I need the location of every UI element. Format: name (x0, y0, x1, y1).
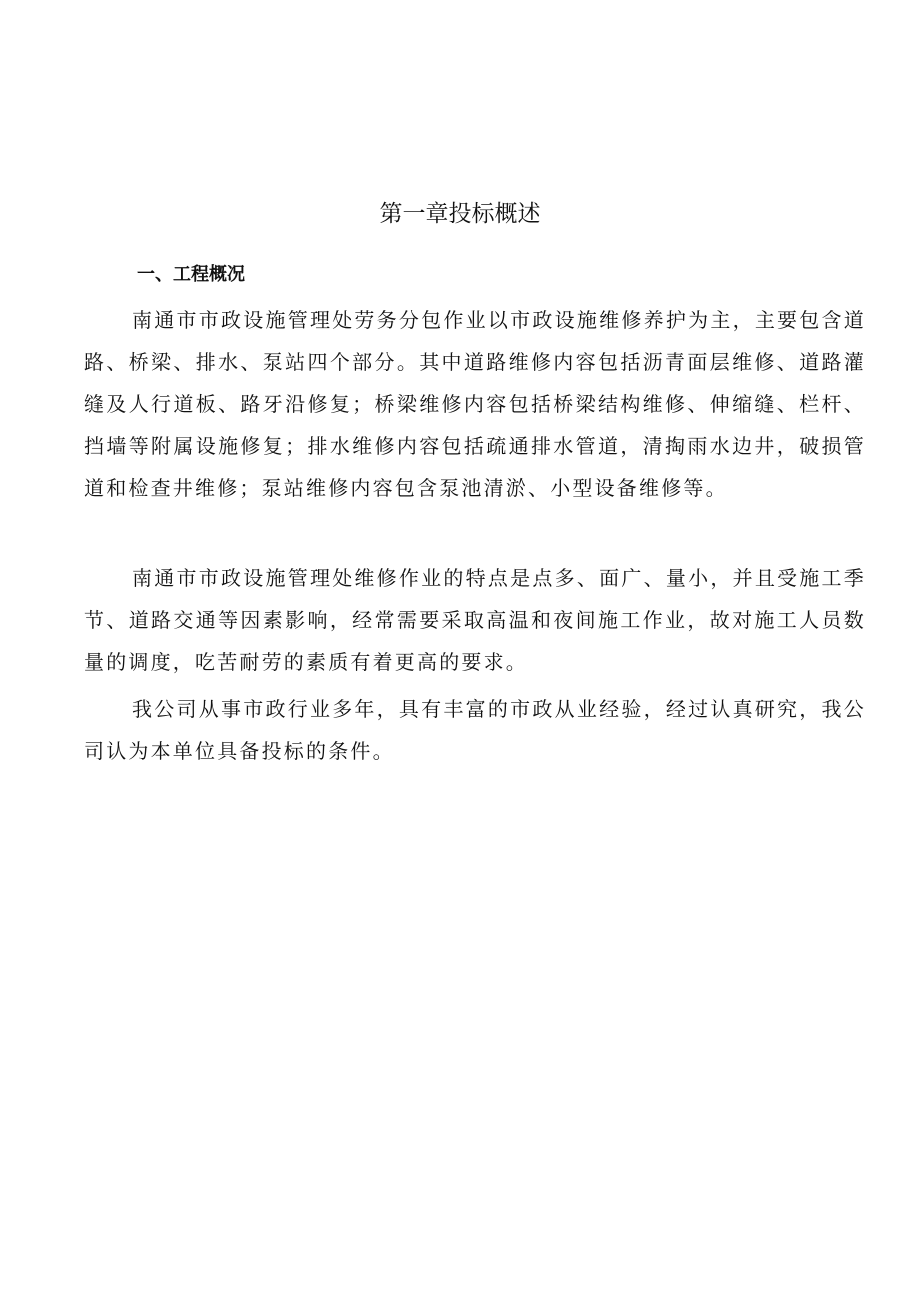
paragraph-project-scope: 南通市市政设施管理处劳务分包作业以市政设施维修养护为主，主要包含道路、桥梁、排水、泵站四个部分。其中道路维修内容包括沥青面层维修、道路灌缝及人行道板、路牙沿修复；桥梁维修内容包括桥梁结构维修、伸缩缝、栏杆、挡墙等附属设施修复；排水维修内容包括疏通排水管道，清掏雨水边井，破损管道和检查井维修；泵站维修内容包含泵池清淤、小型设备维修等。 (84, 308, 866, 500)
paragraph-work-characteristics: 南通市市政设施管理处维修作业的特点是点多、面广、量小，并且受施工季节、道路交通等因素影响，经常需要采取高温和夜间施工作业，故对施工人员数量的调度，吃苦耐劳的素质有着更高的要求。 (84, 566, 866, 674)
paragraph-company-qualification: 我公司从事市政行业多年，具有丰富的市政从业经验，经过认真研究，我公司认为本单位具备投标的条件。 (84, 697, 866, 763)
chapter-title: 第一章投标概述 (379, 201, 541, 227)
section-heading: 一、工程概况 (137, 264, 245, 285)
